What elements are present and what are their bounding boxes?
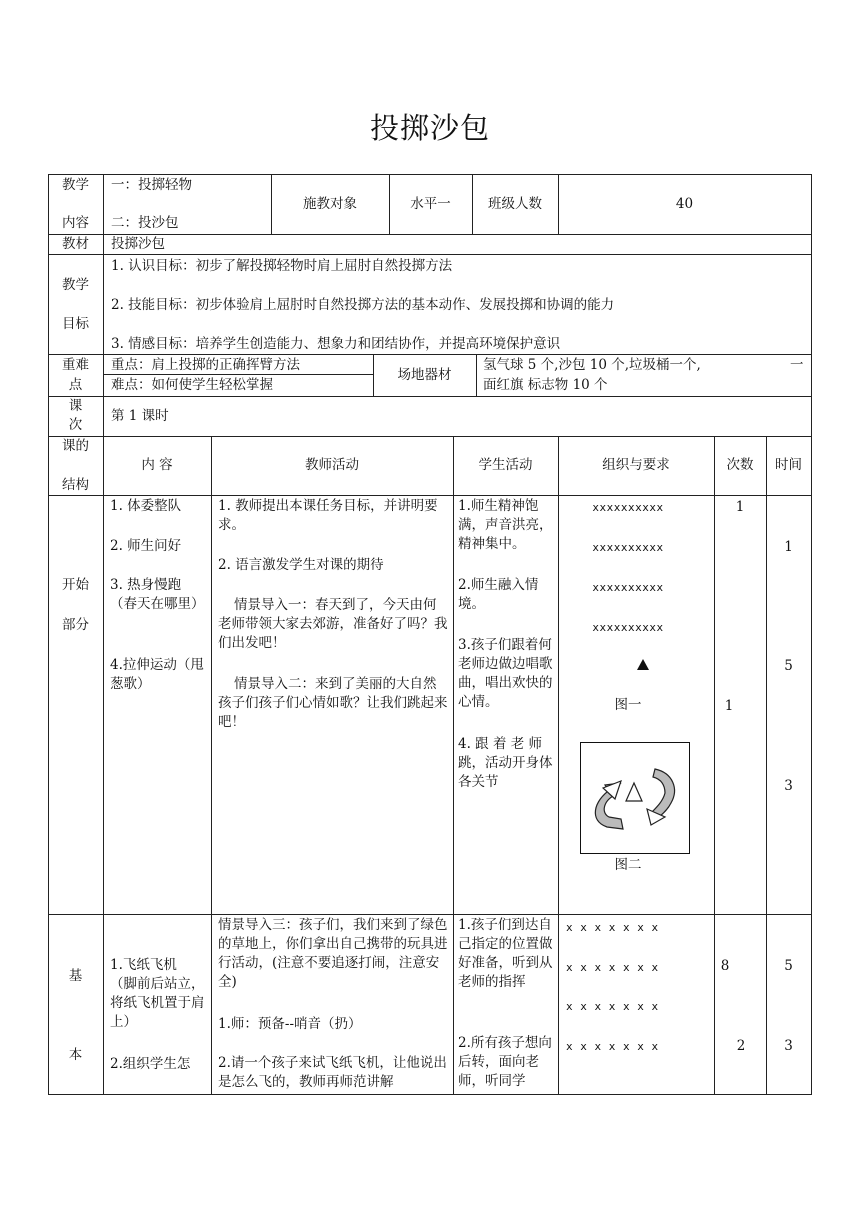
material-value: 投掷沙包 xyxy=(111,236,165,252)
formation-row: x x x x x x x xyxy=(566,921,659,934)
warmup-diagram xyxy=(580,742,690,854)
row1-label-top: 教学 xyxy=(62,177,89,193)
page-title: 投掷沙包 xyxy=(369,111,490,145)
basic-content-2: 2.组织学生怎 xyxy=(110,1056,191,1072)
target-value: 水平一 xyxy=(410,196,451,212)
venue-label: 场地器材 xyxy=(397,367,452,383)
opening-content-1: 1. 体委整队 xyxy=(110,498,182,514)
opening-count-2: 1 xyxy=(724,698,734,714)
class-size-label: 班级人数 xyxy=(488,196,542,212)
opening-student-1: 1.师生精神饱满，声音洪亮，精神集中。 xyxy=(458,498,553,552)
header-content: 内 容 xyxy=(141,457,173,473)
formation-row: x x x x x x x xyxy=(566,1000,659,1013)
goals-label-bottom: 目标 xyxy=(62,316,89,332)
opening-label-top: 开始 xyxy=(62,577,89,593)
structure-label-bottom: 结构 xyxy=(62,477,89,493)
structure-label-top: 课的 xyxy=(62,438,89,454)
lesson-number: 第 1 课时 xyxy=(111,408,169,424)
triangle-icon xyxy=(626,783,642,801)
opening-teacher-3: 情景导入一：春天到了，今天由何老师带领大家去郊游，准备好了吗？我们出发吧！ xyxy=(218,597,448,651)
row1-label-bottom: 内容 xyxy=(62,215,89,231)
opening-content-4: 4.拉伸运动（甩葱歌） xyxy=(110,657,204,692)
opening-teacher-1: 1. 教师提出本课任务目标，并讲明要求。 xyxy=(218,498,438,533)
goal-cognitive: 1. 认识目标：初步了解投掷轻物时肩上屈肘自然投掷方法 xyxy=(111,258,453,274)
goal-emotional: 3. 情感目标：培养学生创造能力、想象力和团结协作，并提高环境保护意识 xyxy=(111,336,561,352)
formation-row: x x x x x x x xyxy=(566,1040,659,1053)
formation-row: xxxxxxxxxx xyxy=(592,621,664,634)
basic-count-2: 2 xyxy=(736,1038,746,1054)
formation-row: xxxxxxxxxx xyxy=(592,541,664,554)
content-item-2: 二：投沙包 xyxy=(111,215,179,231)
header-time: 时间 xyxy=(775,457,802,473)
basic-label-bottom: 本 xyxy=(68,1047,83,1063)
opening-teacher-2: 2. 语言激发学生对课的期待 xyxy=(218,557,384,573)
basic-student-2: 2.所有孩子想向后转，面向老师，听同学 xyxy=(458,1035,552,1089)
opening-student-2: 2.师生融入情境。 xyxy=(458,577,539,612)
rotate-left-arrow-icon xyxy=(595,781,623,829)
venue-line-1-tail: 一 xyxy=(790,357,804,373)
opening-count-1: 1 xyxy=(735,499,745,515)
opening-student-3: 3.孩子们跟着何老师边做边唱歌曲，唱出欢快的心情。 xyxy=(458,637,553,710)
basic-content-1: 1.飞纸飞机 （脚前后站立，将纸飞机置于肩上） xyxy=(110,957,205,1030)
venue-line-2: 面红旗 标志物 10 个 xyxy=(483,377,608,393)
basic-teacher-3: 2.请一个孩子来试飞纸飞机，让他说出是怎么飞的，教师再师范讲解 xyxy=(218,1055,447,1090)
opening-student-4: 4. 跟 着 老 师跳，活动开身体各关节 xyxy=(458,736,553,790)
formation-row: x x x x x x x xyxy=(566,961,659,974)
key-label-bottom: 点 xyxy=(68,377,83,393)
difficult-point: 难点：如何使学生轻松掌握 xyxy=(111,377,273,393)
goal-skill: 2. 技能目标：初步体验肩上屈肘时自然投掷方法的基本动作、发展投掷和协调的能力 xyxy=(111,297,615,313)
header-teacher: 教师活动 xyxy=(305,457,359,473)
basic-time-1: 5 xyxy=(784,958,793,974)
header-student: 学生活动 xyxy=(478,457,533,473)
basic-count-1: 8 xyxy=(720,958,730,974)
opening-time-2: 5 xyxy=(784,658,793,674)
teacher-position-marker xyxy=(637,659,649,670)
key-point: 重点：肩上投掷的正确挥臂方法 xyxy=(111,357,300,373)
basic-time-2: 3 xyxy=(784,1038,793,1054)
formation-row: xxxxxxxxxx xyxy=(592,501,664,514)
goals-label-top: 教学 xyxy=(62,277,89,293)
target-label: 施教对象 xyxy=(303,196,357,212)
header-count: 次数 xyxy=(726,457,754,473)
figure-2-caption: 图二 xyxy=(614,857,642,873)
header-organization: 组织与要求 xyxy=(602,457,670,473)
rotate-right-arrow-icon xyxy=(647,769,674,825)
lesson-label-bottom: 次 xyxy=(68,417,83,433)
content-item-1: 一：投掷轻物 xyxy=(111,177,192,193)
class-size-value: 40 xyxy=(675,196,694,212)
lesson-label-top: 课 xyxy=(68,398,83,414)
basic-student-1: 1.孩子们到达自己指定的位置做好准备，听到从老师的指挥 xyxy=(458,917,553,990)
opening-content-3: 3. 热身慢跑（春天在哪里） xyxy=(110,577,205,612)
basic-teacher-1: 情景导入三：孩子们，我们来到了绿色的草地上，你们拿出自己携带的玩具进行活动，(注意不要追逐打闹，注意安全) xyxy=(218,917,448,990)
opening-time-1: 1 xyxy=(784,539,793,555)
opening-label-bottom: 部分 xyxy=(62,617,89,633)
basic-teacher-2: 1.师：预备--哨音（扔） xyxy=(218,1016,362,1032)
venue-line-1: 氢气球 5 个,沙包 10 个,垃圾桶一个, xyxy=(483,357,701,373)
opening-content-2: 2. 师生问好 xyxy=(110,538,182,554)
opening-teacher-4: 情景导入二：来到了美丽的大自然孩子们孩子们心情如歌？让我们跳起来吧！ xyxy=(218,676,448,730)
figure-1-caption: 图一 xyxy=(614,697,642,713)
key-label-top: 重难 xyxy=(62,357,89,373)
opening-time-3: 3 xyxy=(784,778,793,794)
basic-label-top: 基 xyxy=(68,968,83,984)
formation-row: xxxxxxxxxx xyxy=(592,581,664,594)
material-label: 教材 xyxy=(62,236,89,252)
